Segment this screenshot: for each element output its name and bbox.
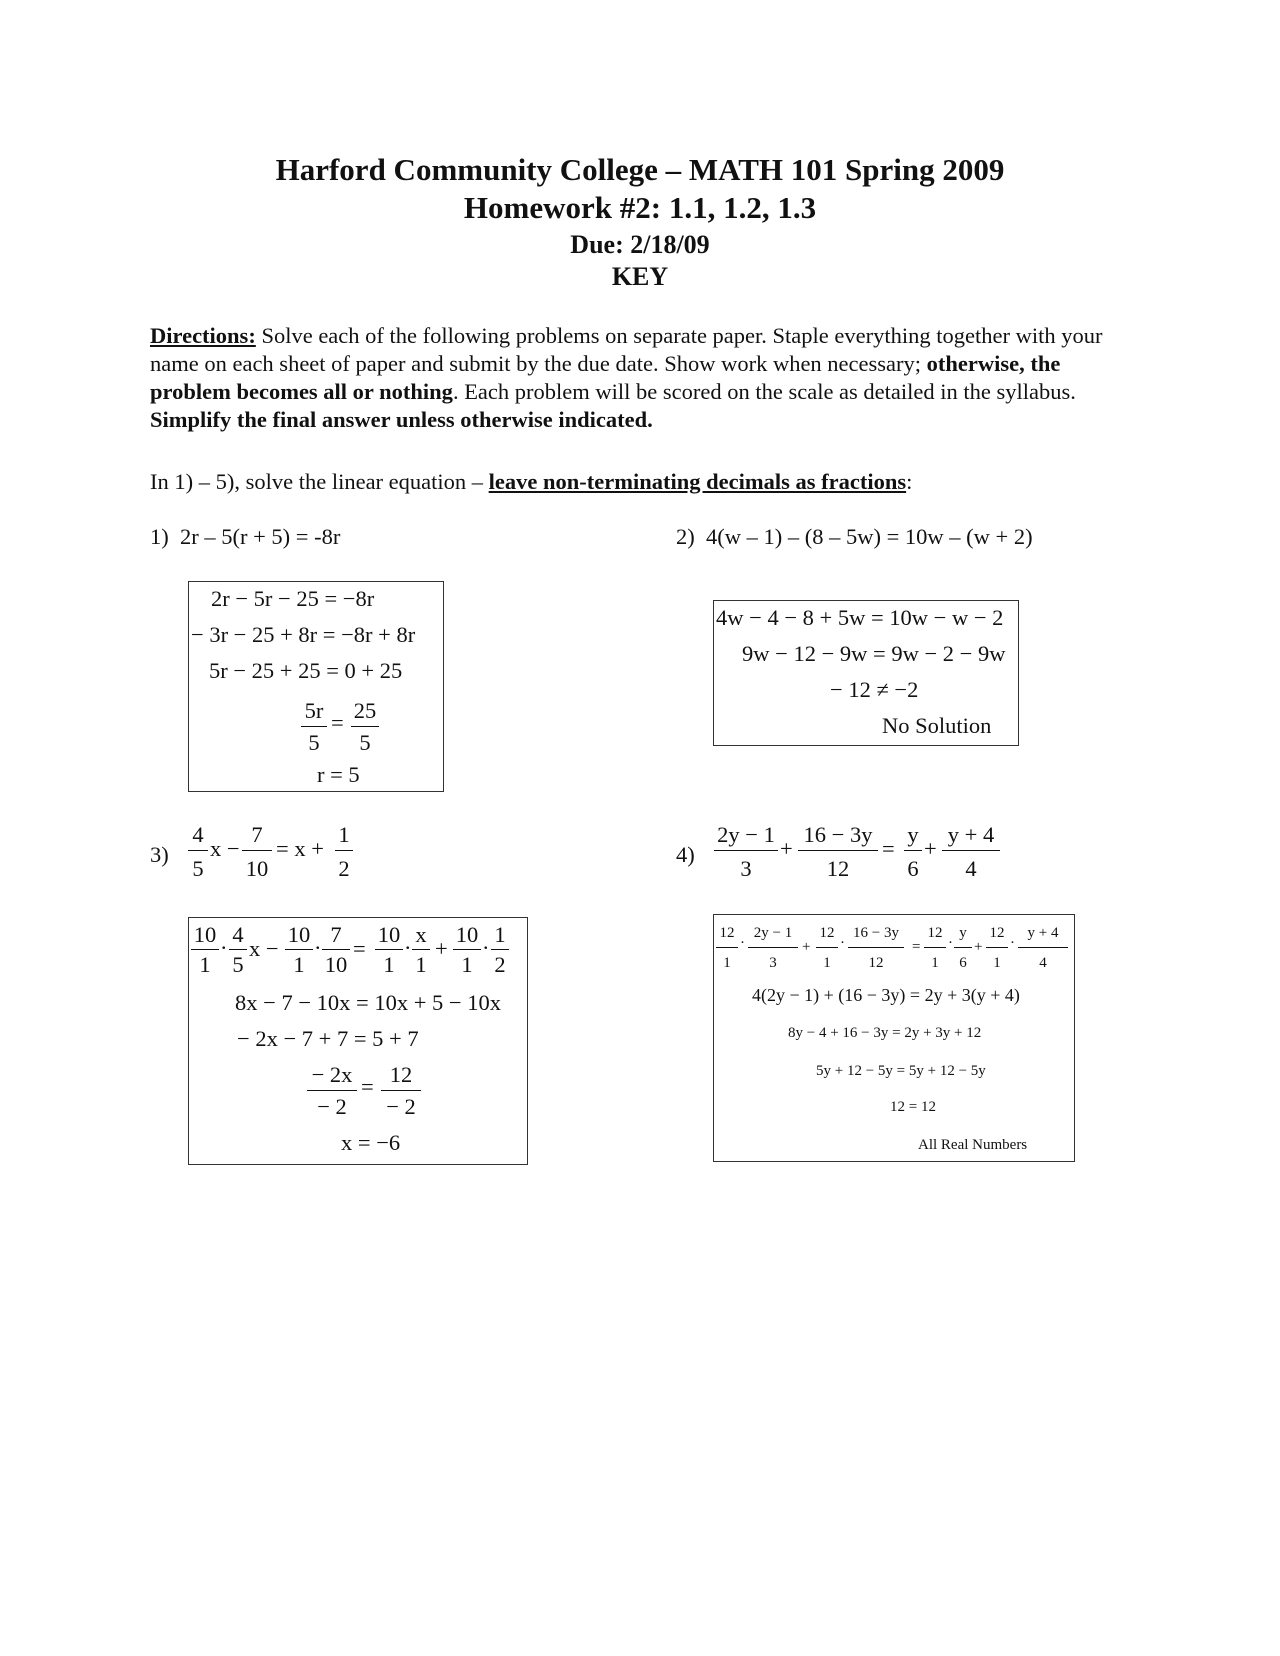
- frac-denominator: 1: [415, 952, 427, 977]
- frac-denominator: 1: [461, 952, 473, 977]
- problem-1-step: 2r − 5r − 25 = −8r: [211, 586, 375, 611]
- fraction-bar: [453, 949, 481, 950]
- frac-numerator: x: [415, 922, 427, 947]
- fraction-bar: [491, 949, 509, 950]
- problem-2-statement: [676, 524, 1033, 550]
- frac-numerator: − 2x: [311, 1062, 353, 1087]
- instruction-suffix: :: [906, 469, 913, 494]
- problem-1-step: − 3r − 25 + 8r = −8r + 8r: [191, 622, 416, 647]
- problem-1-number: 1): [150, 524, 169, 549]
- fraction-bar: [716, 947, 738, 948]
- frac-denominator: 10: [324, 952, 348, 977]
- directions-bold-2: Simplify the final answer unless otherwise indicated.: [150, 407, 653, 432]
- fraction-bar: [748, 947, 798, 948]
- frac-denominator: 4: [965, 856, 977, 881]
- problem-2-solution-box: [713, 600, 1019, 746]
- frac-denominator: 4: [1039, 955, 1047, 971]
- frac-denominator: 1: [993, 955, 1001, 971]
- frac-numerator: 10: [377, 922, 401, 947]
- page-title: Harford Community College – MATH 101 Spring 2009: [275, 152, 1005, 187]
- fraction-bar: [1018, 947, 1068, 948]
- frac-denominator: 3: [769, 955, 777, 971]
- instruction-line: [150, 468, 1130, 496]
- fraction-bar: [816, 947, 838, 948]
- problem-4-step: 4(2y − 1) + (16 − 3y) = 2y + 3(y + 4): [752, 985, 1020, 1005]
- frac-numerator: 12: [389, 1062, 413, 1087]
- problem-4-step: 12 = 12: [890, 1099, 936, 1115]
- directions-bold-1: otherwise, the problem becomes all or nothing: [150, 351, 1061, 404]
- problem-3-number: 3): [150, 842, 169, 867]
- frac-numerator: y: [959, 925, 967, 941]
- dot: ·: [220, 935, 228, 960]
- frac-denominator: − 2: [386, 1094, 416, 1119]
- problem-1-statement: [150, 524, 340, 550]
- fraction-bar: [381, 1090, 421, 1091]
- dot: ·: [1010, 935, 1015, 951]
- frac-numerator: y + 4: [1027, 925, 1059, 941]
- frac-numerator: 10: [193, 922, 217, 947]
- problem-2-step: 4w − 4 − 8 + 5w = 10w − w − 2: [716, 605, 1004, 630]
- fraction-bar: [986, 947, 1008, 948]
- problem-3-answer: x = −6: [341, 1130, 401, 1155]
- frac-numerator: 16 − 3y: [853, 925, 899, 941]
- plus-sign: +: [974, 939, 983, 955]
- frac-numerator: 4: [232, 922, 244, 947]
- frac-denominator: 5: [232, 952, 244, 977]
- frac-denominator: 5: [308, 730, 320, 755]
- term: x −: [210, 836, 240, 861]
- directions-paragraph: [150, 322, 1130, 434]
- frac-numerator: 5r: [304, 698, 324, 723]
- fraction-bar: [229, 949, 247, 950]
- frac-denominator: 3: [740, 856, 752, 881]
- frac-numerator: 25: [353, 698, 377, 723]
- frac-numerator: 12: [719, 925, 735, 941]
- frac-denominator: 2: [494, 952, 506, 977]
- frac-denominator: 12: [826, 856, 850, 881]
- frac-denominator: 12: [868, 955, 884, 971]
- fraction-bar: [335, 850, 353, 851]
- fraction-bar: [322, 949, 350, 950]
- frac-numerator: 16 − 3y: [803, 822, 873, 847]
- frac-numerator: 2y − 1: [717, 822, 775, 847]
- fraction-bar: [191, 949, 219, 950]
- problem-1-solution-box: [188, 581, 444, 792]
- plus-sign: +: [802, 939, 811, 955]
- frac-denominator: 1: [723, 955, 731, 971]
- frac-numerator: 12: [927, 925, 943, 941]
- fraction-bar: [942, 850, 1000, 851]
- dot: ·: [482, 935, 490, 960]
- frac-denominator: − 2: [317, 1094, 347, 1119]
- frac-numerator: 1: [494, 922, 506, 947]
- frac-numerator: y + 4: [947, 822, 995, 847]
- fraction-bar: [798, 850, 878, 851]
- frac-numerator: 4: [192, 822, 204, 847]
- fraction-bar: [351, 726, 379, 727]
- problem-1-equation: 2r – 5(r + 5) = -8r: [180, 524, 341, 549]
- dot: ·: [840, 935, 845, 951]
- fraction-bar: [714, 850, 778, 851]
- problem-1-step: 5r − 25 + 25 = 0 + 25: [209, 658, 403, 683]
- equals-sign: =: [361, 1074, 374, 1099]
- dot: ·: [948, 935, 953, 951]
- frac-numerator: 2y − 1: [753, 925, 793, 941]
- frac-denominator: 1: [293, 952, 305, 977]
- fraction-bar: [301, 726, 327, 727]
- frac-numerator: 10: [455, 922, 479, 947]
- frac-denominator: 1: [383, 952, 395, 977]
- problem-3-step: 8x − 7 − 10x = 10x + 5 − 10x: [235, 990, 501, 1015]
- frac-denominator: 6: [959, 955, 967, 971]
- frac-denominator: 10: [245, 856, 269, 881]
- frac-numerator: 12: [989, 925, 1005, 941]
- key-label: KEY: [611, 262, 669, 291]
- plus-sign: +: [780, 836, 793, 861]
- equals-sign: =: [912, 939, 921, 955]
- frac-numerator: 12: [819, 925, 835, 941]
- fraction-bar: [242, 850, 272, 851]
- directions-text-1: Solve each of the following problems on separate paper. Staple everything together with your name on each sheet of paper and submit by the due date. Show work when necessary;: [150, 323, 1103, 376]
- dot: ·: [740, 935, 745, 951]
- dot: ·: [314, 935, 322, 960]
- instruction-emphasis: leave non-terminating decimals as fractions: [488, 469, 907, 494]
- frac-denominator: 1: [931, 955, 939, 971]
- problem-1-answer: r = 5: [317, 762, 360, 787]
- term: = x +: [276, 836, 324, 861]
- frac-numerator: y: [907, 822, 919, 847]
- fraction-bar: [848, 947, 904, 948]
- fraction-bar: [375, 949, 403, 950]
- frac-numerator: 10: [287, 922, 311, 947]
- plus-sign: +: [924, 836, 937, 861]
- page-subtitle: Homework #2: 1.1, 1.2, 1.3: [463, 190, 817, 225]
- plus-sign: +: [435, 936, 448, 961]
- directions-label: Directions:: [150, 323, 256, 348]
- frac-denominator: 1: [823, 955, 831, 971]
- equals-sign: =: [882, 836, 895, 861]
- equals-sign: =: [353, 936, 366, 961]
- instruction-prefix: In 1) – 5), solve the linear equation –: [150, 469, 489, 494]
- fraction-bar: [307, 1090, 357, 1091]
- equals-sign: =: [331, 710, 344, 735]
- fraction-bar: [924, 947, 946, 948]
- frac-denominator: 1: [199, 952, 211, 977]
- due-date: Due: 2/18/09: [570, 230, 710, 259]
- frac-numerator: 7: [330, 922, 342, 947]
- fraction-bar: [285, 949, 313, 950]
- problem-2-number: 2): [676, 524, 695, 549]
- problem-4-number: 4): [676, 842, 695, 867]
- problem-2-step: 9w − 12 − 9w = 9w − 2 − 9w: [742, 641, 1006, 666]
- frac-numerator: 1: [338, 822, 350, 847]
- problem-3-step: − 2x − 7 + 7 = 5 + 7: [237, 1026, 419, 1051]
- problem-2-equation: 4(w – 1) – (8 – 5w) = 10w – (w + 2): [706, 524, 1033, 549]
- fraction-bar: [904, 850, 922, 851]
- dot: ·: [404, 935, 412, 960]
- problem-2-step: − 12 ≠ −2: [830, 677, 919, 702]
- problem-4-step: 5y + 12 − 5y = 5y + 12 − 5y: [816, 1063, 986, 1079]
- directions-text-2: . Each problem will be scored on the scale as detailed in the syllabus.: [452, 379, 1076, 404]
- frac-denominator: 5: [192, 856, 204, 881]
- fraction-bar: [188, 850, 208, 851]
- frac-denominator: 2: [338, 856, 350, 881]
- fraction-bar: [954, 947, 972, 948]
- problem-3-solution-box: [188, 917, 528, 1165]
- frac-numerator: 7: [251, 822, 263, 847]
- problem-4-answer: All Real Numbers: [918, 1137, 1028, 1153]
- problem-4-step: 8y − 4 + 16 − 3y = 2y + 3y + 12: [788, 1025, 982, 1041]
- problem-2-answer: No Solution: [882, 713, 992, 738]
- frac-denominator: 5: [359, 730, 371, 755]
- problem-4-solution-box: [713, 914, 1075, 1162]
- frac-denominator: 6: [907, 856, 919, 881]
- term: x −: [249, 936, 279, 961]
- fraction-bar: [412, 949, 430, 950]
